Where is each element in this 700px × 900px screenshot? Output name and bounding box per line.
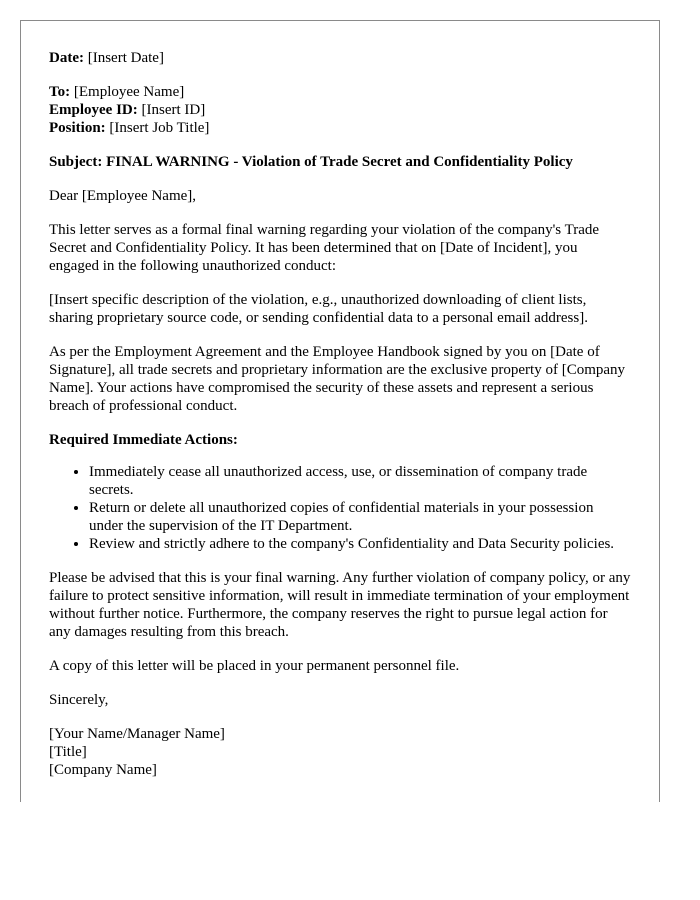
subject-line: Subject: FINAL WARNING - Violation of Trade Secret and Confidentiality Policy — [49, 154, 573, 170]
action-item-2: • Return or delete all unauthorized copies of confidential materials in your possession under the supervision of the IT Department. — [89, 499, 631, 535]
body-paragraph-3: As per the Employment Agreement and the Employee Handbook signed by you on [Date of Signature], all trade secrets and proprietary information are the exclusive property of [Company Name]. Your actions have compromised the security of these assets and represent a serious breach of professional conduct. — [49, 344, 626, 414]
position-value: [Insert Job Title] — [109, 120, 210, 136]
action-item-3: • Review and strictly adhere to the company's Confidentiality and Data Security policies. — [89, 535, 631, 553]
employee-id-line — [49, 101, 631, 119]
position-line — [49, 119, 631, 137]
actions-heading: Required Immediate Actions: — [49, 432, 238, 448]
body-paragraph-1: This letter serves as a formal final warning regarding your violation of the company's Trade Secret and Confidentiality Policy. It has been determined that on [Date of Incident], you engaged in the following unauthorized conduct: — [49, 222, 600, 274]
employee-id-value: [Insert ID] — [141, 102, 206, 118]
to-label: To: — [49, 84, 71, 100]
signature-name: [Your Name/Manager Name] — [49, 726, 225, 742]
date-value: [Insert Date] — [87, 50, 164, 66]
to-line — [49, 83, 631, 101]
body-paragraph-2: [Insert specific description of the violation, e.g., unauthorized downloading of client lists, sharing proprietary source code, or sending confidential data to a personal email address]. — [49, 292, 588, 326]
position-label: Position: — [49, 120, 106, 136]
letter-page — [20, 20, 660, 802]
signature-company: [Company Name] — [49, 762, 157, 778]
action-item-1: • Immediately cease all unauthorized access, use, or dissemination of company trade secrets. — [89, 463, 631, 499]
closing-paragraph-1: Please be advised that this is your final warning. Any further violation of company policy, or any failure to protect sensitive information, will result in immediate termination of your employment without further notice. Furthermore, the company reserves the right to pursue legal action for any damages resulting from this breach. — [49, 570, 631, 640]
date-line — [49, 49, 631, 67]
to-value: [Employee Name] — [73, 84, 185, 100]
recipient-block — [49, 83, 631, 137]
employee-id-label: Employee ID: — [49, 102, 138, 118]
signature-block — [49, 725, 631, 779]
salutation: Dear [Employee Name], — [49, 188, 197, 204]
signoff: Sincerely, — [49, 692, 109, 708]
actions-list — [49, 463, 631, 553]
closing-paragraph-2: A copy of this letter will be placed in your permanent personnel file. — [49, 658, 460, 674]
signature-title: [Title] — [49, 744, 87, 760]
date-label: Date: — [49, 50, 84, 66]
